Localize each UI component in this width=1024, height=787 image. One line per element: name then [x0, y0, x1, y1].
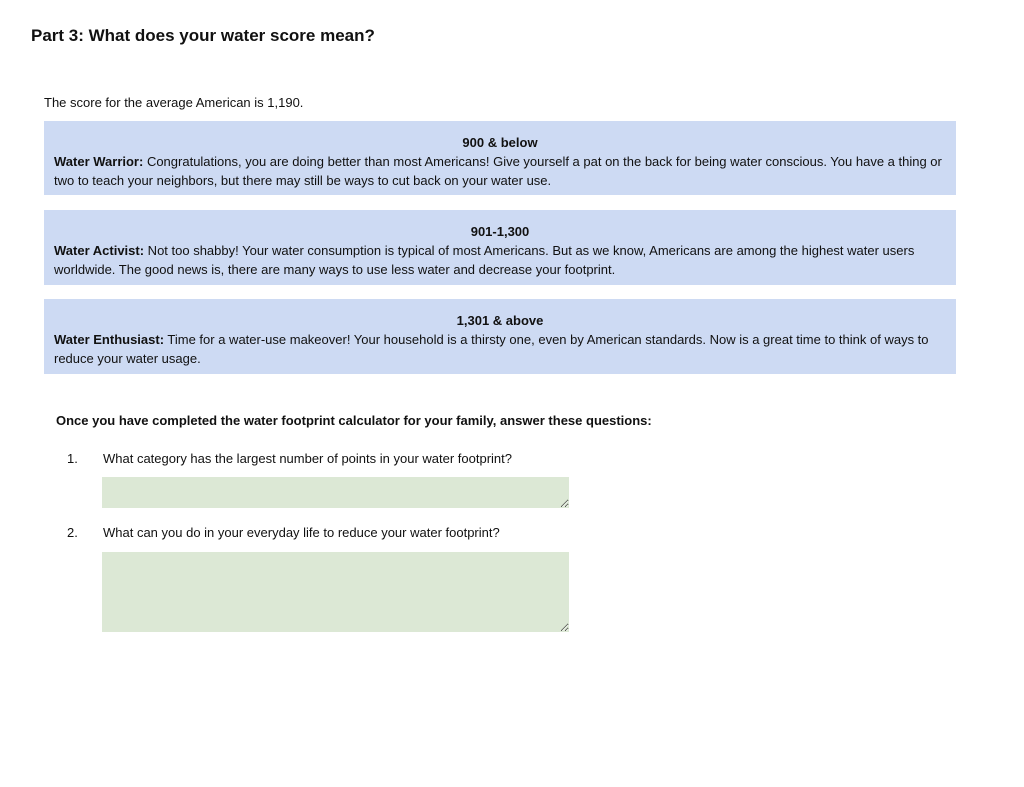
category-name: Water Warrior:	[54, 154, 144, 169]
category-name: Water Activist:	[54, 243, 145, 258]
category-water-enthusiast	[44, 299, 956, 374]
intro-text: The score for the average American is 1,190.	[44, 95, 304, 110]
question-text: What category has the largest number of points in your water footprint?	[103, 451, 512, 466]
question-number: 2.	[67, 525, 78, 540]
category-water-activist	[44, 210, 956, 285]
answer-field-1[interactable]	[102, 477, 569, 508]
category-description: Not too shabby! Your water consumption is typical of most Americans. But as we know, Americans are among the highest water users worldwide. The good news is, there are many ways to use less water and decrease your footprint.	[54, 243, 915, 277]
category-range: 901-1,300	[470, 224, 530, 239]
question-number: 1.	[67, 451, 78, 466]
questions-heading: Once you have completed the water footprint calculator for your family, answer these questions:	[56, 413, 652, 428]
page-title: Part 3: What does your water score mean?	[31, 26, 375, 45]
category-description: Congratulations, you are doing better than most Americans! Give yourself a pat on the back for being water conscious. You have a thing or two to teach your neighbors, but there may still be ways to cut back on your water use.	[54, 154, 942, 188]
question-text: What can you do in your everyday life to reduce your water footprint?	[103, 525, 500, 540]
category-range: 1,301 & above	[456, 313, 544, 328]
answer-field-2[interactable]	[102, 552, 569, 632]
category-water-warrior	[44, 121, 956, 195]
category-description: Time for a water-use makeover! Your household is a thirsty one, even by American standards. Now is a great time to think of ways to reduce your water usage.	[54, 332, 929, 366]
category-name: Water Enthusiast:	[54, 332, 165, 347]
category-range: 900 & below	[462, 135, 538, 150]
